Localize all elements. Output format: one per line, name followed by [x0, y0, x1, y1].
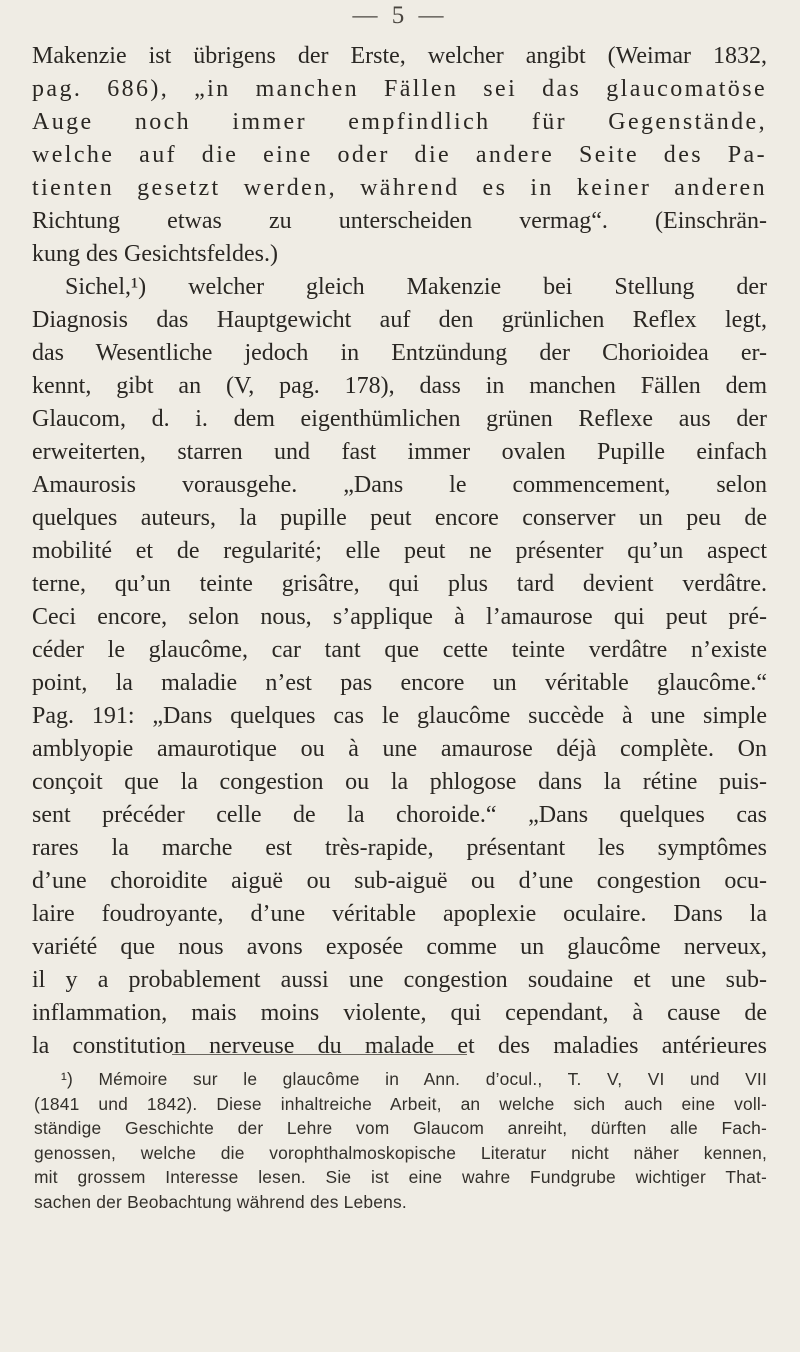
footnote-line: ständige Geschichte der Lehre vom Glaucom anreiht, dürften alle Fach- [34, 1118, 767, 1138]
footnote-line: mit grossem Interesse lesen. Sie ist eine wahre Fundgrube wichtiger That- [34, 1167, 767, 1187]
text-line: Amaurosis vorausgehe. „Dans le commencement, selon [32, 472, 767, 498]
text-line: Sichel,¹) welcher gleich Makenzie bei Stellung der [65, 274, 767, 300]
text-line: inflammation, mais moins violente, qui cependant, à cause de [32, 1000, 767, 1026]
text-line: laire foudroyante, d’une véritable apoplexie oculaire. Dans la [32, 901, 767, 927]
main-text [32, 40, 767, 1063]
text-line: conçoit que la congestion ou la phlogose dans la rétine puis- [32, 769, 767, 795]
text-line: Makenzie ist übrigens der Erste, welcher angibt (Weimar 1832, [32, 43, 767, 69]
footnote-line: ¹) Mémoire sur le glaucôme in Ann. d’ocul., T. V, VI und VII [61, 1069, 767, 1089]
text-line: kennt, gibt an (V, pag. 178), dass in manchen Fällen dem [32, 373, 767, 399]
text-line: Pag. 191: „Dans quelques cas le glaucôme succède à une simple [32, 703, 767, 729]
footnotes [34, 1067, 767, 1214]
text-line: Diagnosis das Hauptgewicht auf den grünlichen Reflex legt, [32, 307, 767, 333]
text-line: Ceci encore, selon nous, s’applique à l’amaurose qui peut pré- [32, 604, 767, 630]
text-line: sent précéder celle de la choroide.“ „Dans quelques cas [32, 802, 767, 828]
footnote-line: genossen, welche die vorophthalmoskopische Literatur nicht näher kennen, [34, 1142, 767, 1163]
text-line: welche auf die eine oder die andere Seite des Pa- [32, 142, 767, 168]
text-line: das Wesentliche jedoch in Entzündung der Chorioidea er- [32, 340, 767, 366]
text-line: tienten gesetzt werden, während es in keiner anderen [32, 175, 767, 201]
text-line: il y a probablement aussi une congestion soudaine et une sub- [32, 967, 767, 993]
text-line: Auge noch immer empfindlich für Gegenstände, [32, 109, 767, 135]
text-line: point, la maladie n’est pas encore un véritable glaucôme.“ [32, 670, 767, 696]
text-line: terne, qu’un teinte grisâtre, qui plus tard devient verdâtre. [32, 571, 767, 597]
footnote-line: sachen der Beobachtung während des Lebens. [34, 1191, 407, 1212]
text-line: quelques auteurs, la pupille peut encore conserver un peu de [32, 505, 767, 531]
text-line: kung des Gesichtsfeldes.) [32, 241, 278, 267]
text-line: pag. 686), „in manchen Fällen sei das glaucomatöse [32, 76, 767, 102]
text-line: mobilité et de regularité; elle peut ne présenter qu’un aspect [32, 538, 767, 564]
text-line: rares la marche est très-rapide, présentant les symptômes [32, 835, 767, 861]
text-line: Glaucom, d. i. dem eigenthümlichen grünen Reflexe aus der [32, 406, 767, 432]
text-line: erweiterten, starren und fast immer ovalen Pupille einfach [32, 439, 767, 465]
page-number: — 5 — [352, 2, 448, 29]
text-line: Richtung etwas zu unterscheiden vermag“. (Einschrän- [32, 208, 767, 234]
footnote-divider [172, 1054, 467, 1055]
text-line: amblyopie amaurotique ou à une amaurose déjà complète. On [32, 736, 767, 762]
text-line: d’une choroidite aiguë ou sub-aiguë ou d’une congestion ocu- [32, 868, 767, 894]
text-line: céder le glaucôme, car tant que cette teinte verdâtre n’existe [32, 637, 767, 663]
footnote-line: (1841 und 1842). Diese inhaltreiche Arbeit, an welche sich auch eine voll- [34, 1093, 767, 1114]
text-line: la constitution nerveuse du malade et des maladies antérieures [32, 1033, 767, 1059]
text-line: variété que nous avons exposée comme un glaucôme nerveux, [32, 934, 767, 960]
